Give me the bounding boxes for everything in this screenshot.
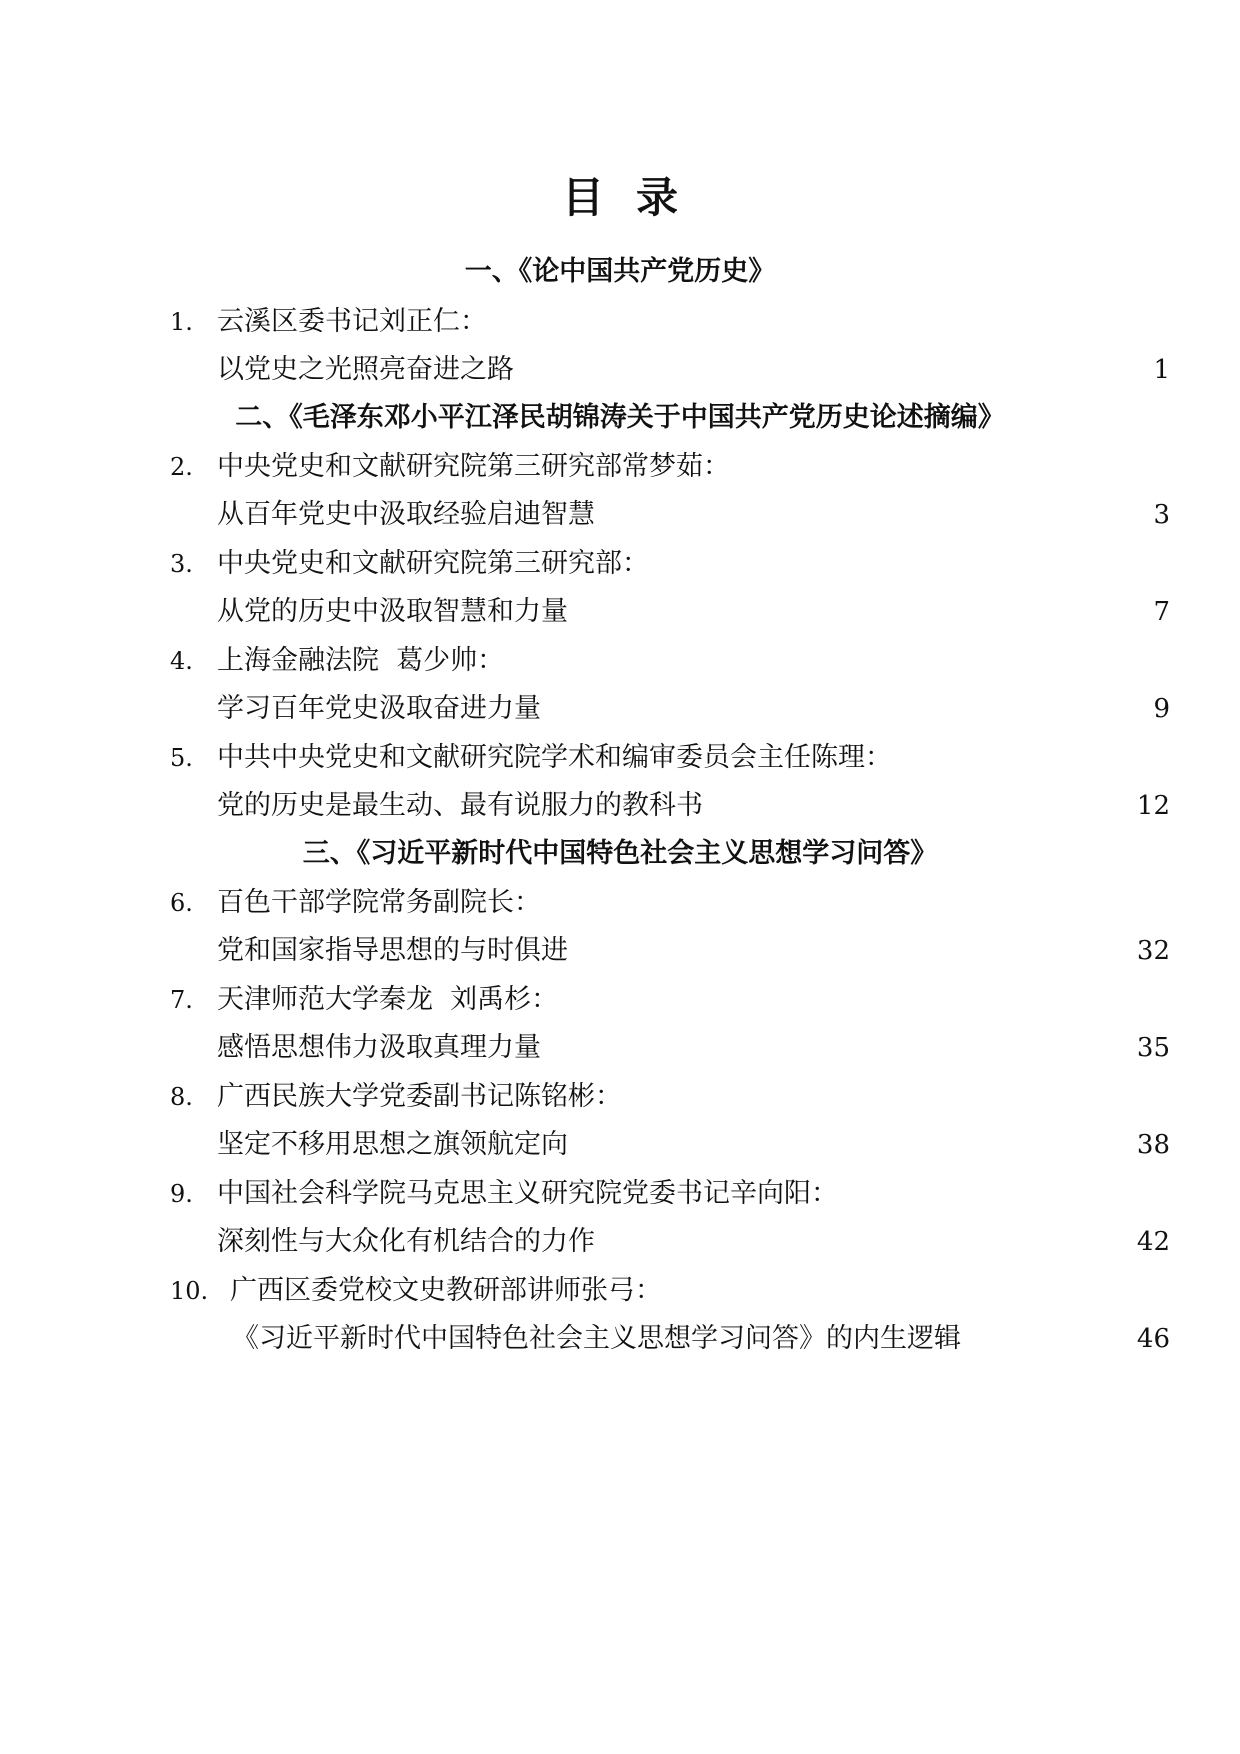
toc-entry-title-row[interactable] <box>0 685 1240 733</box>
toc-entry-author-row <box>0 976 1240 1024</box>
entry-author: 云溪区委书记刘正仁： <box>217 306 487 337</box>
toc-entry-title-row[interactable] <box>0 782 1240 830</box>
toc-entry-author-row <box>0 1267 1240 1315</box>
entry-page-number: 7 <box>1153 597 1170 627</box>
entry-title[interactable]: 从百年党史中汲取经验启迪智慧 <box>217 499 595 530</box>
entry-number: 5. <box>170 744 193 772</box>
entry-title[interactable]: 以党史之光照亮奋进之路 <box>217 354 514 385</box>
entry-title[interactable]: 从党的历史中汲取智慧和力量 <box>217 596 568 627</box>
toc-entry-author-row <box>0 879 1240 927</box>
toc-entry-author-row <box>0 1170 1240 1218</box>
entry-number: 1. <box>170 308 193 336</box>
entry-title[interactable]: 党的历史是最生动、最有说服力的教科书 <box>217 790 703 821</box>
toc-entry-author-row <box>0 443 1240 491</box>
page-title: 目录 <box>561 173 710 222</box>
toc-entry-author-row <box>0 298 1240 346</box>
section-heading-3: 三、《习近平新时代中国特色社会主义思想学习问答》 <box>302 838 938 869</box>
entry-author: 中央党史和文献研究院第三研究部常梦茹： <box>217 451 730 482</box>
entry-title[interactable]: 深刻性与大众化有机结合的力作 <box>217 1226 595 1257</box>
entry-title[interactable]: 党和国家指导思想的与时俱进 <box>217 935 568 966</box>
entry-author: 中国社会科学院马克思主义研究院党委书记辛向阳： <box>217 1178 838 1209</box>
entry-number: 10. <box>170 1277 209 1305</box>
section-heading-2: 二、《毛泽东邓小平江泽民胡锦涛关于中国共产党历史论述摘编》 <box>235 402 1005 433</box>
entry-author: 广西区委党校文史教研部讲师张弓： <box>230 1275 662 1306</box>
entry-page-number: 42 <box>1136 1227 1170 1257</box>
toc-entry-title-row[interactable] <box>0 346 1240 394</box>
toc-entry-title-row[interactable] <box>0 1315 1240 1363</box>
entry-page-number: 35 <box>1136 1033 1170 1063</box>
toc-entry-title-row[interactable] <box>0 1218 1240 1266</box>
entry-number: 2. <box>170 453 193 481</box>
entry-author: 上海金融法院 葛少帅： <box>217 645 505 676</box>
entry-author: 广西民族大学党委副书记陈铭彬： <box>217 1081 622 1112</box>
entry-page-number: 38 <box>1136 1130 1170 1160</box>
entry-title[interactable]: 感悟思想伟力汲取真理力量 <box>217 1032 541 1063</box>
toc-entry-title-row[interactable] <box>0 1024 1240 1072</box>
toc-entry-author-row <box>0 1073 1240 1121</box>
entry-title[interactable]: 坚定不移用思想之旗领航定向 <box>217 1129 568 1160</box>
entry-number: 3. <box>170 550 193 578</box>
entry-number: 4. <box>170 647 193 675</box>
section-heading-1: 一、《论中国共产党历史》 <box>464 256 776 287</box>
entry-number: 9. <box>170 1180 193 1208</box>
entry-page-number: 9 <box>1153 694 1170 724</box>
toc-entry-title-row[interactable] <box>0 1121 1240 1169</box>
entry-author: 百色干部学院常务副院长： <box>217 887 541 918</box>
entry-page-number: 46 <box>1136 1324 1170 1354</box>
toc-entry-author-row <box>0 734 1240 782</box>
toc-entry-title-row[interactable] <box>0 588 1240 636</box>
entry-number: 7. <box>170 986 193 1014</box>
toc-entry-author-row <box>0 637 1240 685</box>
entry-title[interactable]: 《习近平新时代中国特色社会主义思想学习问答》的内生逻辑 <box>232 1323 961 1354</box>
toc-entry-title-row[interactable] <box>0 491 1240 539</box>
entry-page-number: 3 <box>1153 500 1170 530</box>
entry-title[interactable]: 学习百年党史汲取奋进力量 <box>217 693 541 724</box>
entry-page-number: 12 <box>1136 791 1170 821</box>
entry-author: 中央党史和文献研究院第三研究部： <box>217 548 649 579</box>
toc-entry-title-row[interactable] <box>0 927 1240 975</box>
entry-page-number: 32 <box>1136 936 1170 966</box>
entry-number: 8. <box>170 1083 193 1111</box>
entry-author: 天津师范大学秦龙 刘禹杉： <box>217 984 559 1015</box>
toc-entry-author-row <box>0 540 1240 588</box>
entry-author: 中共中央党史和文献研究院学术和编审委员会主任陈理： <box>217 742 892 773</box>
entry-page-number: 1 <box>1153 355 1170 385</box>
entry-number: 6. <box>170 889 193 917</box>
